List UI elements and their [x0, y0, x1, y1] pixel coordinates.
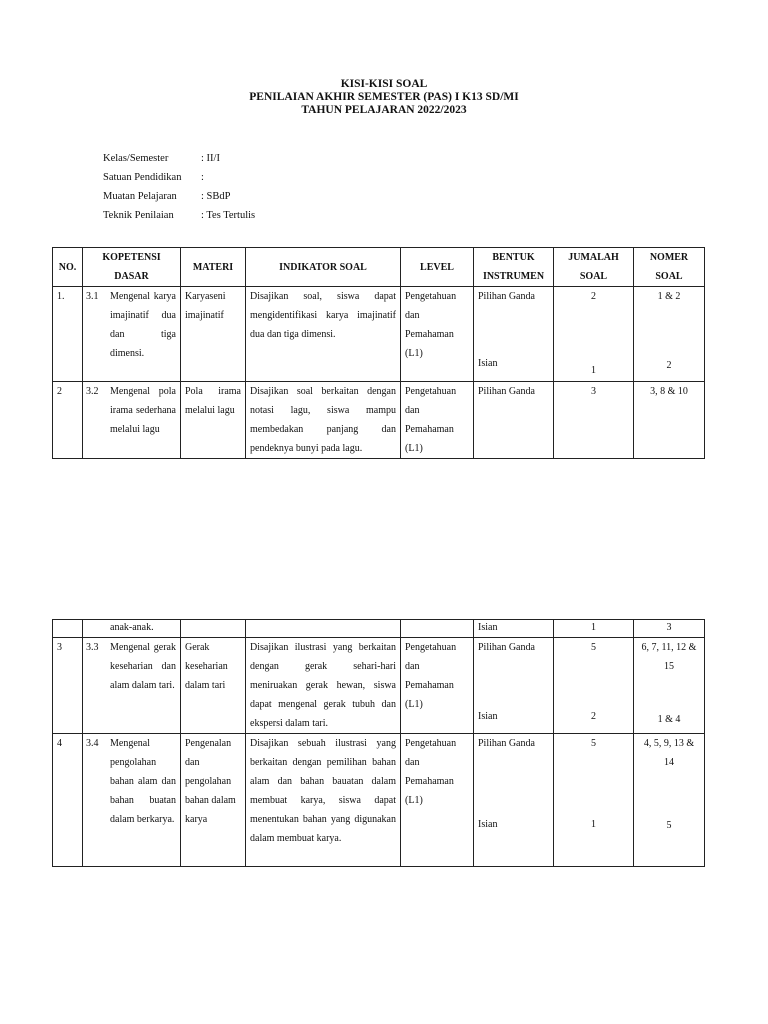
cell-kd [83, 638, 181, 734]
header-bentuk-line2: INSTRUMEN [482, 271, 545, 282]
header-kd [83, 248, 181, 287]
meta-label: Kelas/Semester [103, 153, 169, 164]
meta-value: : Tes Tertulis [201, 210, 256, 221]
meta-value: : SBdP [201, 191, 231, 202]
nomer-pg: 1 & 2 [657, 291, 681, 302]
jumlah-isian: 1 [591, 819, 596, 830]
table-row [53, 382, 705, 459]
cell-nomer: 3, 8 & 10 [634, 382, 705, 459]
nomer-isian: 5 [666, 820, 672, 831]
cell-no: 3 [53, 638, 83, 734]
cell-nomer: 3 [634, 620, 705, 638]
meta-label: Satuan Pendidikan [103, 172, 182, 183]
meta-value: : II/I [201, 153, 220, 164]
nomer-isian: 2 [666, 360, 672, 371]
bentuk-pg: Pilihan Ganda [478, 642, 535, 653]
header-bentuk-line1: BENTUK [492, 252, 535, 263]
header-bentuk [474, 248, 554, 287]
cell-level: Pengetahuan dan Pemahaman (L1) [401, 734, 474, 867]
header-jumlah [554, 248, 634, 287]
kisi-table-page2 [52, 619, 705, 867]
jumlah-pg: 5 [591, 738, 596, 749]
cell-bentuk [474, 287, 554, 382]
header-nomer-line2: SOAL [655, 271, 683, 282]
cell-jumlah: 1 [554, 620, 634, 638]
meta-satuan [103, 171, 204, 185]
meta-value: : [201, 172, 204, 183]
nomer-isian: 1 & 4 [657, 714, 681, 725]
kd-text: Mengenal karya imajinatif dua dan tiga dimensi. [110, 291, 176, 359]
cell-level: Pengetahuan dan Pemahaman (L1) [401, 382, 474, 459]
kd-code: 3.3 [86, 642, 99, 653]
kd-text: Mengenal gerak keseharian dan alam dalam tari. [110, 642, 176, 691]
table-row [53, 734, 705, 867]
bentuk-isian: Isian [478, 819, 498, 830]
doc-title: KISI-KISI SOAL [340, 78, 428, 90]
cell-bentuk [474, 638, 554, 734]
header-kd-line1: KOPETENSI [102, 252, 161, 263]
cell-nomer [634, 638, 705, 734]
cell-indikator: Disajikan soal berkaitan dengan notasi lagu, siswa mampu membedakan panjang dan pendeknya bunyi pada lagu. [246, 382, 401, 459]
header-indikator: INDIKATOR SOAL [246, 248, 401, 287]
cell-materi: Gerak keseharian dalam tari [181, 638, 246, 734]
cell-jumlah: 3 [554, 382, 634, 459]
cell-indikator: Disajikan ilustrasi yang berkaitan dengan gerak sehari-hari meniruakan gerak hewan, siswa dapat mengenal gerak tubuh dan ekspersi dalam tari. [246, 638, 401, 734]
header-no: NO. [53, 248, 83, 287]
cell-kd [83, 734, 181, 867]
table-row [53, 620, 705, 638]
cell-kd [83, 287, 181, 382]
cell-indikator [246, 620, 401, 638]
cell-jumlah [554, 638, 634, 734]
table-header-row [53, 248, 705, 287]
cell-materi: Karyaseni imajinatif [181, 287, 246, 382]
table-row [53, 287, 705, 382]
jumlah-isian: 1 [591, 365, 596, 376]
cell-jumlah [554, 287, 634, 382]
meta-label: Muatan Pelajaran [103, 191, 177, 202]
header-nomer [634, 248, 705, 287]
cell-bentuk: Isian [474, 620, 554, 638]
kd-text: Mengenal pengolahan bahan alam dan bahan buatan dalam berkarya. [110, 738, 176, 825]
kisi-table-page1 [52, 247, 705, 459]
header-materi: MATERI [181, 248, 246, 287]
cell-no [53, 620, 83, 638]
header-kd-line2: DASAR [114, 271, 149, 282]
cell-level: Pengetahuan dan Pemahaman (L1) [401, 287, 474, 382]
cell-indikator: Disajikan soal, siswa dapat mengidentifikasi karya imajinatif dua dan tiga dimensi. [246, 287, 401, 382]
cell-nomer [634, 287, 705, 382]
kd-text: anak-anak. [110, 622, 154, 633]
kd-code: 3.1 [86, 291, 99, 302]
kd-text: Mengenal pola irama sederhana melalui lagu [110, 386, 176, 435]
nomer-pg: 4, 5, 9, 13 & 14 [643, 738, 695, 768]
cell-materi: Pengenalan dan pengolahan bahan dalam karya [181, 734, 246, 867]
bentuk-pg: Pilihan Ganda [478, 738, 535, 749]
kd-code: 3.4 [86, 738, 99, 749]
meta-kelas [103, 152, 220, 166]
cell-bentuk: Pilihan Ganda [474, 382, 554, 459]
kd-code: 3.2 [86, 386, 99, 397]
cell-bentuk [474, 734, 554, 867]
meta-label: Teknik Penilaian [103, 210, 174, 221]
jumlah-pg: 2 [591, 291, 596, 302]
header-level: LEVEL [401, 248, 474, 287]
header-jumlah-line2: SOAL [579, 271, 608, 282]
cell-nomer [634, 734, 705, 867]
cell-indikator: Disajikan sebuah ilustrasi yang berkaitan dengan pemilihan bahan alam dan bahan bauatan dalam membuat karya, siswa dapat menentukan bahan yang digunakan dalam membuat karya. [246, 734, 401, 867]
doc-year: TAHUN PELAJARAN 2022/2023 [301, 104, 467, 116]
doc-subtitle: PENILAIAN AKHIR SEMESTER (PAS) I K13 SD/MI [249, 91, 519, 103]
meta-teknik [103, 209, 255, 223]
cell-no: 1. [53, 287, 83, 382]
header-nomer-line1: NOMER [649, 252, 689, 263]
header-jumlah-line1: JUMALAH [568, 252, 619, 263]
bentuk-isian: Isian [478, 358, 498, 369]
jumlah-pg: 5 [591, 642, 596, 653]
meta-muatan [103, 190, 230, 204]
cell-no: 4 [53, 734, 83, 867]
jumlah-isian: 2 [591, 711, 596, 722]
cell-kd [83, 382, 181, 459]
bentuk-pg: Pilihan Ganda [478, 291, 535, 302]
cell-jumlah [554, 734, 634, 867]
cell-materi: Pola irama melalui lagu [181, 382, 246, 459]
cell-level: Pengetahuan dan Pemahaman (L1) [401, 638, 474, 734]
table-row [53, 638, 705, 734]
cell-no: 2 [53, 382, 83, 459]
cell-materi [181, 620, 246, 638]
bentuk-isian: Isian [478, 711, 498, 722]
nomer-pg: 6, 7, 11, 12 & 15 [641, 642, 697, 672]
cell-kd [83, 620, 181, 638]
cell-level [401, 620, 474, 638]
